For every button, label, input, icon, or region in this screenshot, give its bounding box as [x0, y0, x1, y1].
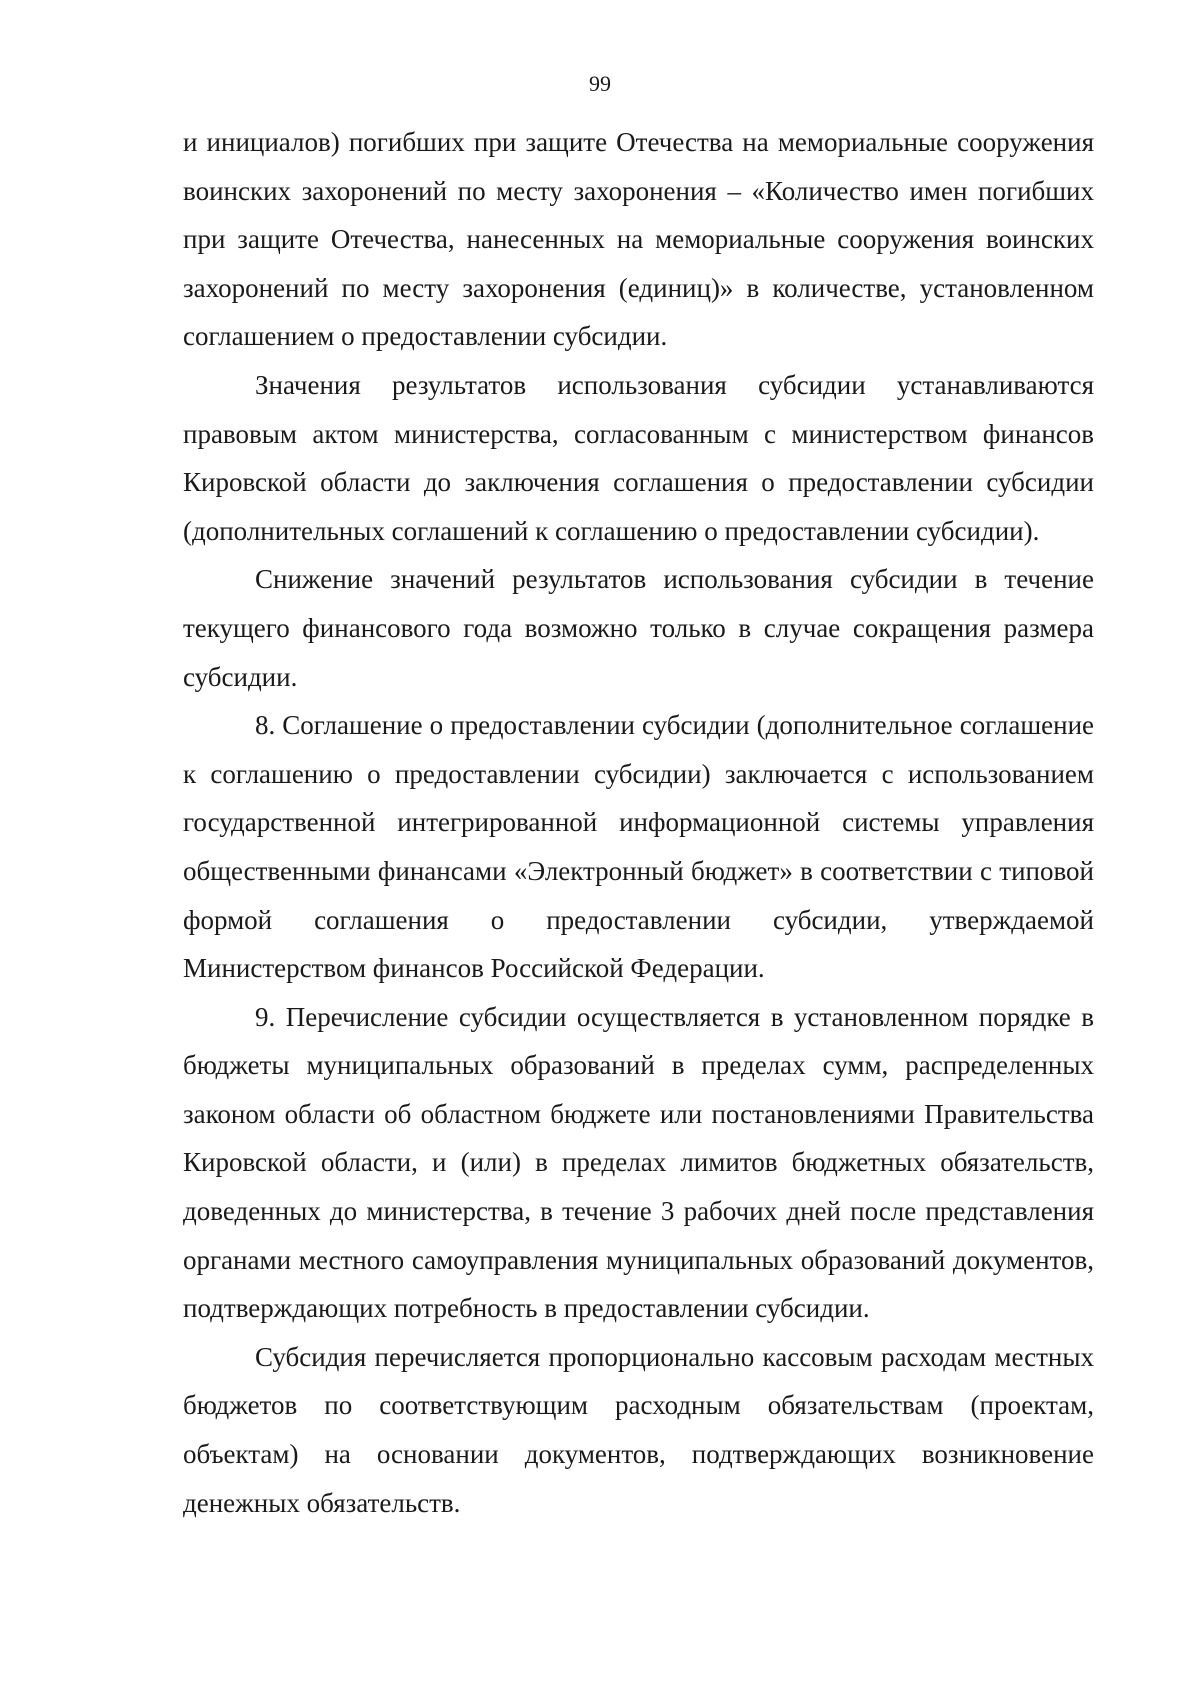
paragraph-continuation: и инициалов) погибших при защите Отечества на мемориальные сооружения воинских захоронений по месту захоронения – «Количество имен погибших при защите Отечества, нанесенных на мемориальные сооружения воинских захоронений по месту захоронения (единиц)» в количестве, установленном соглашением о предоставлении субсидии.: [183, 127, 1094, 352]
paragraph-subsidy-proportional: Субсидия перечисляется пропорционально кассовым расходам местных бюджетов по соответствующим расходным обязательствам (проектам, объектам) на основании документов, подтверждающих возникновение денежных обязательств.: [183, 1341, 1094, 1518]
paragraph-result-reduction: Снижение значений результатов использования субсидии в течение текущего финансового года возможно только в случае сокращения размера субсидии.: [183, 564, 1094, 692]
paragraph-item-8-agreement: 8. Соглашение о предоставлении субсидии (дополнительное соглашение к соглашению о предоставлении субсидии) заключается с использованием государственной интегрированной информационной системы управления общественными финансами «Электронный бюджет» в соответствии с типовой формой соглашения о предоставлении субсидии, утверждаемой Министерством финансов Российской Федерации.: [183, 710, 1094, 984]
paragraph-result-values: Значения результатов использования субсидии устанавливаются правовым актом министерства, согласованным с министерством финансов Кировской области до заключения соглашения о предоставлении субсидии (дополнительных соглашений к соглашению о предоставлении субсидии).: [183, 369, 1094, 546]
paragraph-item-9-transfer: 9. Перечисление субсидии осуществляется в установленном порядке в бюджеты муниципальных образований в пределах сумм, распределенных законом области об областном бюджете или постановлениями Правительства Кировской области, и (или) в пределах лимитов бюджетных обязательств, доведенных до министерства, в течение 3 рабочих дней после представления органами местного самоуправления муниципальных образований документов, подтверждающих потребность в предоставлении субсидии.: [183, 1001, 1094, 1324]
page-number: 99: [589, 71, 611, 96]
document-body: [183, 118, 1094, 1527]
